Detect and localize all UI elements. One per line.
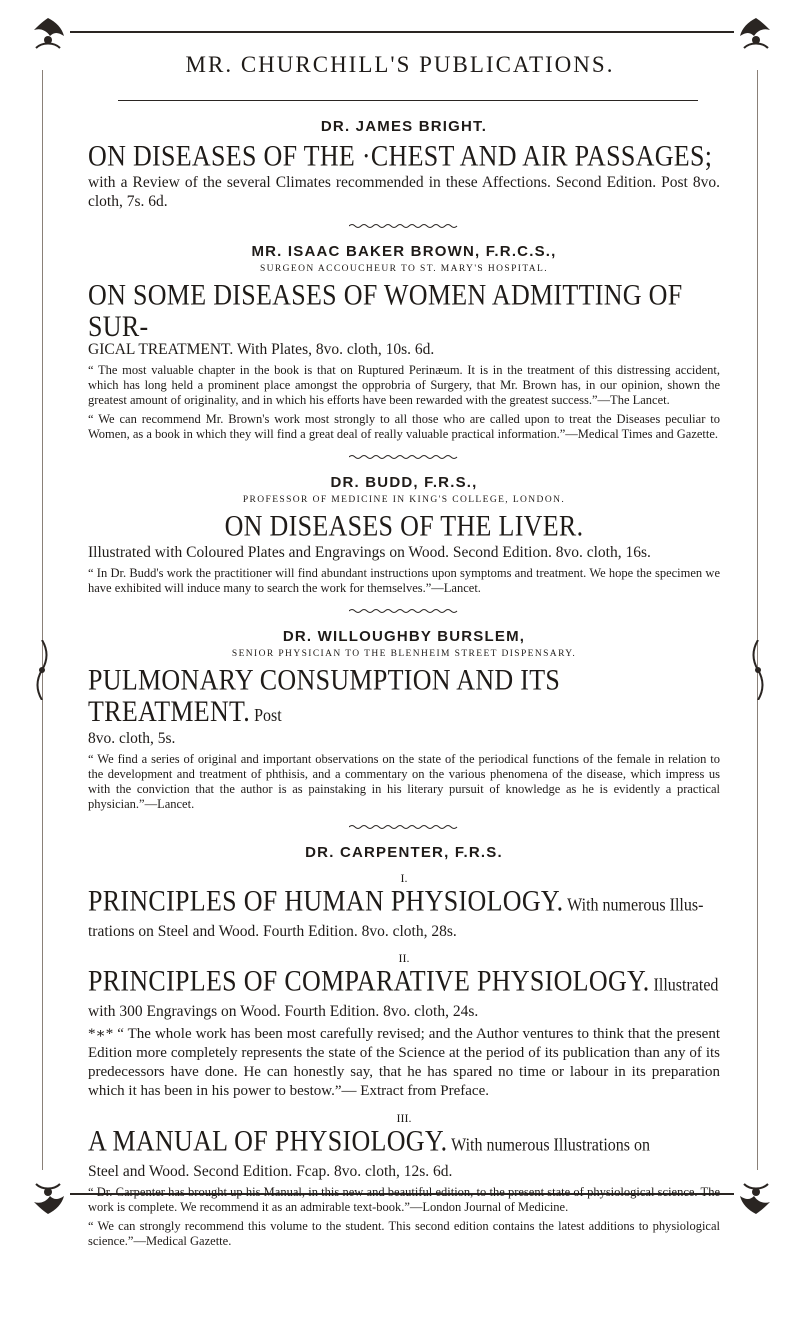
author-name: MR. ISAAC BAKER BROWN, F.R.C.S., [251, 243, 557, 260]
book-title: ON SOME DISEASES OF WOMEN ADMITTING OF SUR- [88, 278, 683, 343]
book-details: with 300 Engravings on Wood. Fourth Edition. 8vo. cloth, 24s. [88, 1003, 479, 1020]
book-title: ON DISEASES OF THE LIVER. [224, 509, 584, 543]
book-numeral: II. [398, 951, 410, 965]
side-ornament-icon [750, 640, 766, 700]
book-details: Steel and Wood. Second Edition. Fcap. 8vo. cloth, 12s. 6d. [88, 1163, 453, 1180]
author-position: SENIOR PHYSICIAN TO THE BLENHEIM STREET DISPENSARY. [231, 649, 577, 659]
author-name: DR. CARPENTER, F.R.S. [305, 844, 503, 861]
book-title: PULMONARY CONSUMPTION AND ITS TREATMENT. Post [88, 663, 561, 728]
book-section [88, 628, 720, 812]
author-name: DR. WILLOUGHBY BURSLEM, [282, 628, 526, 645]
corner-ornament-icon [28, 1178, 68, 1218]
wavy-divider [349, 608, 459, 614]
title-tail: With numerous Illustrations on [447, 1136, 650, 1156]
author-position: PROFESSOR OF MEDICINE IN KING'S COLLEGE, LONDON. [242, 495, 566, 505]
author-name: DR. JAMES BRIGHT. [320, 118, 488, 135]
side-ornament-icon [34, 640, 50, 700]
title-tail: Illustrated [649, 976, 719, 996]
review-quote: “ We can strongly recommend this volume to the student. This second edition contains the latest additions to physiological science.”—Medical Gazette. [88, 1219, 720, 1248]
book-details: with a Review of the several Climates recommended in these Affections. Second Edition. Post 8vo. cloth, 7s. 6d. [88, 174, 720, 210]
book-numeral: I. [400, 871, 408, 885]
book-details: 8vo. cloth, 5s. [88, 730, 176, 747]
review-quote: “ We find a series of original and important observations on the state of the periodical functions of the female in relation to the development and treatment of phthisis, and a commentary on the various phenomena of the disease, which impress us with the conviction that the author is as painstaking in his literary pursuit of knowledge as he is evidently a practical physician.”—Lancet. [88, 752, 720, 811]
top-frame-rule [70, 31, 734, 33]
book-numeral: III. [396, 1111, 412, 1125]
content [88, 118, 720, 1249]
right-frame-rule [757, 70, 758, 1170]
review-quote: “ The most valuable chapter in the book is that on Ruptured Perinæum. It is in the treatment of this distressing accident, which has long held a prominent place amongst the opprobria of Surgery, that Mr. Brown has, in our opinion, shown the greatest amount of originality, and in which his efforts have been rewarded with the greatest success.”—The Lancet. [88, 363, 720, 407]
review-quote: “ In Dr. Budd's work the practitioner will find abundant instructions upon symptoms and treatment. We hope the specimen we have exhibited will induce many to search the work for themselves.”—Lancet. [88, 566, 720, 595]
book-section [88, 474, 720, 596]
corner-ornament-icon [28, 14, 68, 54]
book-section [88, 243, 720, 442]
left-frame-rule [42, 70, 43, 1170]
wavy-divider [349, 223, 459, 229]
book-title: PRINCIPLES OF COMPARATIVE PHYSIOLOGY. Illustrated [88, 964, 719, 998]
book-details: GICAL TREATMENT. With Plates, 8vo. cloth, 10s. 6d. [88, 341, 435, 358]
author-name: DR. BUDD, F.R.S., [330, 474, 478, 491]
title-tail: With numerous Illus- [563, 896, 704, 916]
book-details: Illustrated with Coloured Plates and Engravings on Wood. Second Edition. 8vo. cloth, 16s. [88, 544, 651, 561]
book-details: trations on Steel and Wood. Fourth Edition. 8vo. cloth, 28s. [88, 923, 457, 940]
wavy-divider [349, 454, 459, 460]
book-title: A MANUAL OF PHYSIOLOGY. With numerous Illustrations on [88, 1124, 650, 1158]
page-header: MR. CHURCHILL'S PUBLICATIONS. [185, 52, 615, 77]
corner-ornament-icon [736, 14, 776, 54]
preface-extract: *∗* “ The whole work has been most carefully revised; and the Author ventures to think that the present Edition more completely represents the state of the Science at the period of its publication than any of its predecessors have done. He can honestly say, that he has spared no time or labour in its preparation which it has been in his power to bestow.”— Extract from Preface. [88, 1026, 720, 1099]
book-section [88, 844, 720, 1249]
book-title: ON DISEASES OF THE ·CHEST AND AIR PASSAGES; [88, 139, 713, 173]
header-rule [118, 100, 698, 101]
title-tail: Post [250, 706, 282, 726]
wavy-divider [349, 824, 459, 830]
review-quote: “ Dr. Carpenter has brought up his Manual, in this new and beautiful edition, to the present state of physiological science. The work is complete. We recommend it as an admirable text-book.”—London Journal of Medicine. [88, 1185, 720, 1214]
corner-ornament-icon [736, 1178, 776, 1218]
author-position: SURGEON ACCOUCHEUR TO ST. MARY'S HOSPITAL. [259, 264, 549, 274]
book-section [88, 118, 720, 211]
review-quote: “ We can recommend Mr. Brown's work most strongly to all those who are called upon to treat the Diseases peculiar to Women, as a book in which they will find a great deal of really valuable practical information.”—Medical Times and Gazette. [88, 412, 720, 441]
book-title: PRINCIPLES OF HUMAN PHYSIOLOGY. With numerous Illus- [88, 884, 704, 918]
